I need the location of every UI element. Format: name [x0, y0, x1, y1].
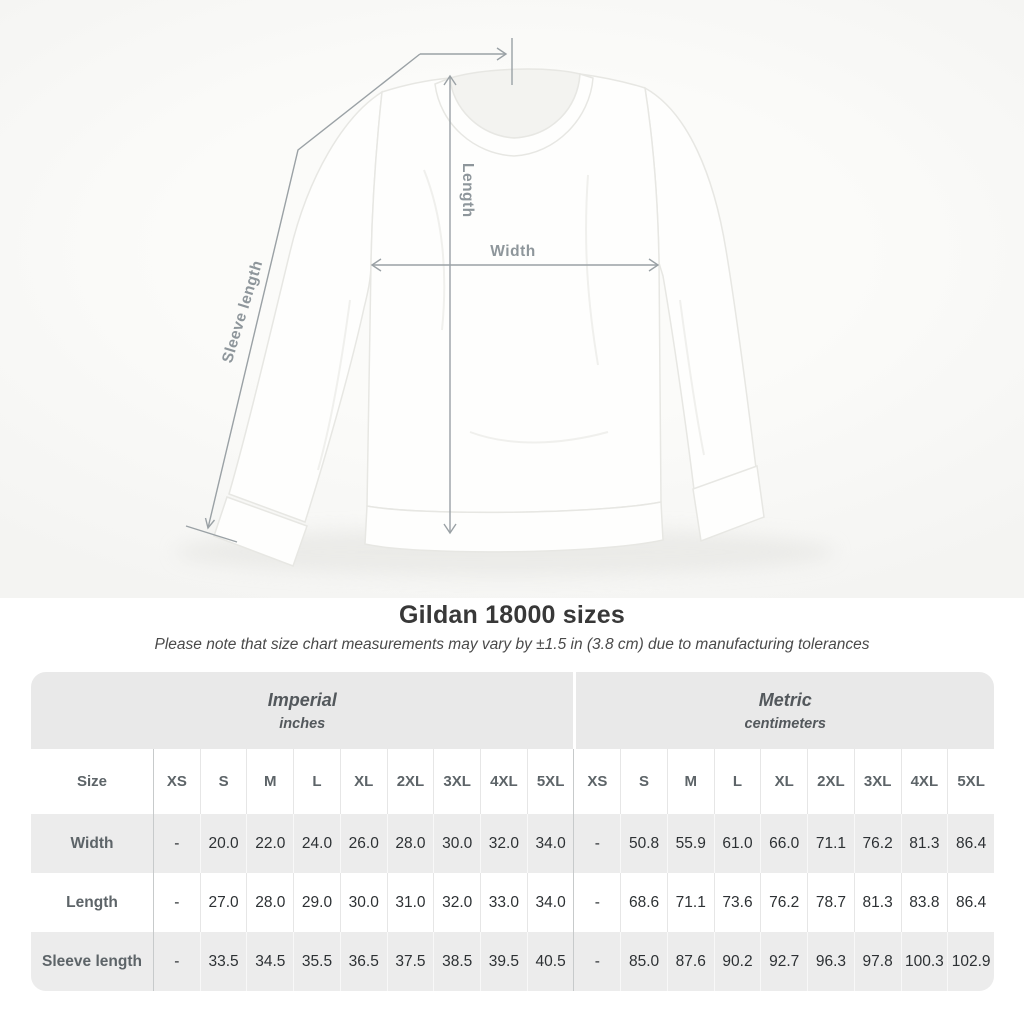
value-cell: 76.2 — [854, 814, 901, 873]
value-cell: 33.5 — [200, 932, 247, 991]
value-cell: 30.0 — [433, 814, 480, 873]
value-cell: 36.5 — [340, 932, 387, 991]
imperial-label: Imperial — [267, 689, 337, 710]
value-cell: 34.0 — [527, 873, 574, 932]
value-cell: 20.0 — [200, 814, 247, 873]
value-cell: 39.5 — [480, 932, 527, 991]
size-chart-table — [31, 672, 994, 991]
size-col-header: 4XL — [901, 749, 948, 814]
size-col-header: XL — [760, 749, 807, 814]
size-col-header: M — [667, 749, 714, 814]
width-row — [31, 814, 994, 873]
value-cell: 29.0 — [293, 873, 340, 932]
imperial-band — [31, 672, 573, 749]
page-title: Gildan 18000 sizes — [399, 601, 625, 629]
value-cell: 78.7 — [807, 873, 854, 932]
value-cell: 86.4 — [947, 814, 994, 873]
value-cell: 40.5 — [527, 932, 574, 991]
value-cell: 32.0 — [480, 814, 527, 873]
metric-band — [573, 672, 994, 749]
value-cell: 34.5 — [246, 932, 293, 991]
size-col-header: L — [293, 749, 340, 814]
value-cell: - — [153, 873, 200, 932]
sleeve-length-label: Sleeve length — [219, 258, 267, 366]
value-cell: 28.0 — [246, 873, 293, 932]
size-col-header: S — [620, 749, 667, 814]
size-col-header: 3XL — [433, 749, 480, 814]
value-cell: 38.5 — [433, 932, 480, 991]
length-label: Length — [459, 163, 476, 218]
value-cell: 71.1 — [807, 814, 854, 873]
value-cell: 85.0 — [620, 932, 667, 991]
value-cell: 90.2 — [714, 932, 761, 991]
value-cell: 76.2 — [760, 873, 807, 932]
width-label: Width — [490, 243, 536, 260]
value-cell: 66.0 — [760, 814, 807, 873]
size-header: Size — [31, 749, 153, 814]
sleeve-length-row — [31, 932, 994, 991]
value-cell: 61.0 — [714, 814, 761, 873]
row-label: Sleeve length — [31, 932, 153, 991]
value-cell: - — [573, 873, 620, 932]
size-col-header: S — [200, 749, 247, 814]
unit-band-row — [31, 672, 994, 749]
value-cell: 50.8 — [620, 814, 667, 873]
value-cell: 100.3 — [901, 932, 948, 991]
length-row — [31, 873, 994, 932]
value-cell: 87.6 — [667, 932, 714, 991]
value-cell: - — [573, 932, 620, 991]
value-cell: 27.0 — [200, 873, 247, 932]
sweatshirt-illustration — [214, 69, 764, 566]
size-col-header: 5XL — [527, 749, 574, 814]
value-cell: 37.5 — [387, 932, 434, 991]
value-cell: - — [573, 814, 620, 873]
value-cell: 24.0 — [293, 814, 340, 873]
size-col-header: XS — [153, 749, 200, 814]
value-cell: 71.1 — [667, 873, 714, 932]
metric-label: Metric — [758, 689, 812, 710]
size-chart — [31, 672, 994, 991]
value-cell: 22.0 — [246, 814, 293, 873]
metric-sublabel: centimeters — [744, 715, 826, 732]
size-col-header: 5XL — [947, 749, 994, 814]
row-label: Length — [31, 873, 153, 932]
value-cell: 33.0 — [480, 873, 527, 932]
value-cell: 31.0 — [387, 873, 434, 932]
size-header-row — [31, 749, 994, 814]
value-cell: 81.3 — [901, 814, 948, 873]
size-col-header: XS — [573, 749, 620, 814]
row-label: Width — [31, 814, 153, 873]
size-col-header: L — [714, 749, 761, 814]
value-cell: 32.0 — [433, 873, 480, 932]
value-cell: 97.8 — [854, 932, 901, 991]
size-col-header: 2XL — [807, 749, 854, 814]
value-cell: 55.9 — [667, 814, 714, 873]
value-cell: 86.4 — [947, 873, 994, 932]
value-cell: 34.0 — [527, 814, 574, 873]
size-col-header: 4XL — [480, 749, 527, 814]
value-cell: 26.0 — [340, 814, 387, 873]
tolerance-note: Please note that size chart measurements may vary by ±1.5 in (3.8 cm) due to manufacturing tolerances — [154, 636, 870, 653]
value-cell: 83.8 — [901, 873, 948, 932]
value-cell: - — [153, 932, 200, 991]
value-cell: 28.0 — [387, 814, 434, 873]
size-col-header: XL — [340, 749, 387, 814]
value-cell: 68.6 — [620, 873, 667, 932]
size-col-header: 2XL — [387, 749, 434, 814]
value-cell: 81.3 — [854, 873, 901, 932]
value-cell: 73.6 — [714, 873, 761, 932]
value-cell: - — [153, 814, 200, 873]
value-cell: 35.5 — [293, 932, 340, 991]
imperial-sublabel: inches — [279, 715, 326, 732]
value-cell: 96.3 — [807, 932, 854, 991]
value-cell: 30.0 — [340, 873, 387, 932]
size-col-header: 3XL — [854, 749, 901, 814]
value-cell: 92.7 — [760, 932, 807, 991]
size-col-header: M — [246, 749, 293, 814]
value-cell: 102.9 — [947, 932, 994, 991]
